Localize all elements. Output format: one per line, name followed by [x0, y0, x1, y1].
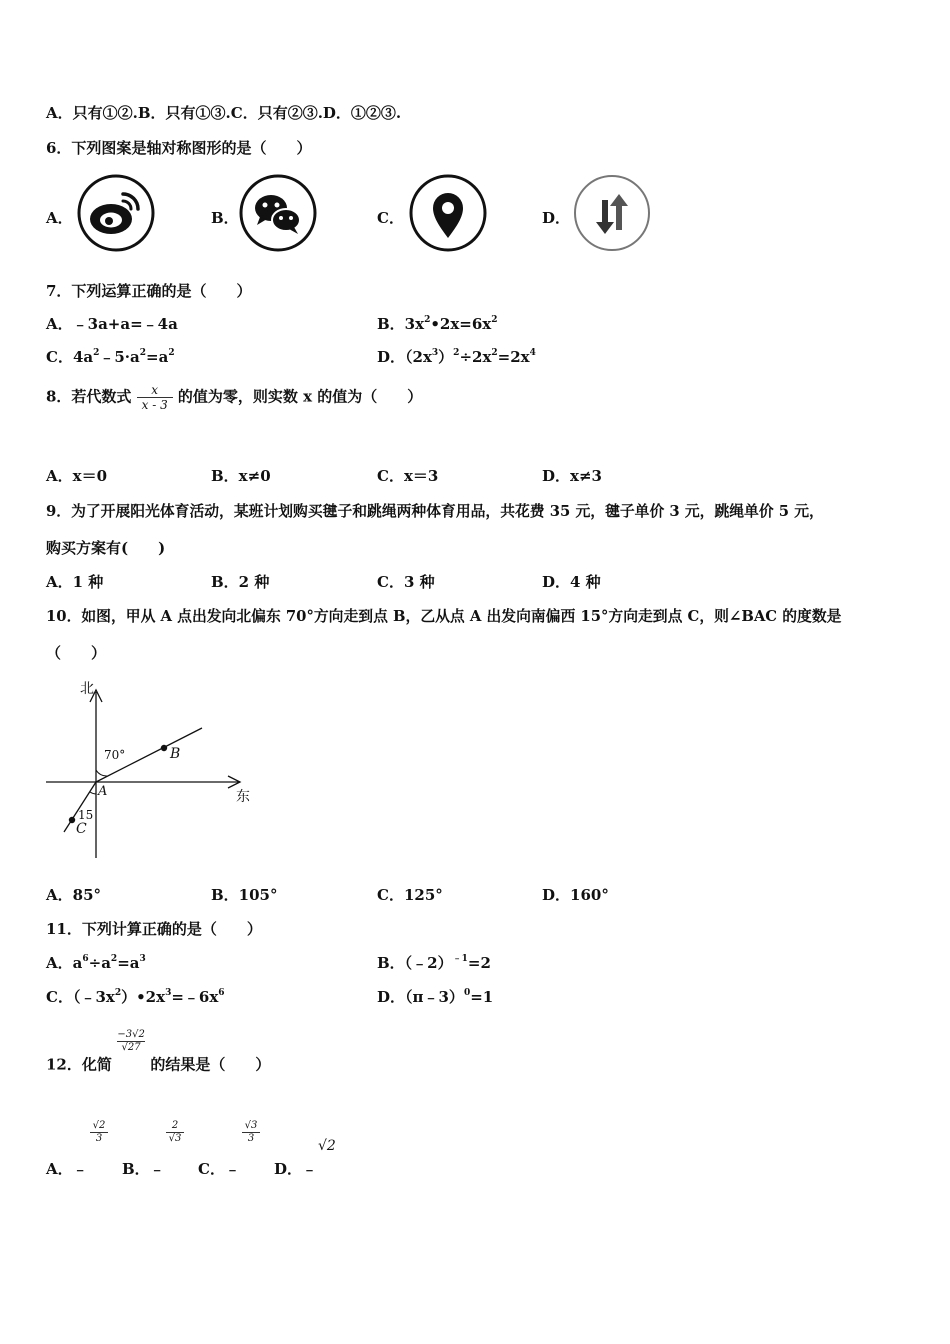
- q10-point-b-label: B: [170, 746, 181, 762]
- q8-option-d: D．x≠3: [542, 467, 602, 485]
- q12-option-b: B．﹣ $\frac{2}{√3}$: [122, 1158, 165, 1179]
- q10-north-label: 北: [80, 681, 94, 697]
- q11-option-c: C．$(﹣3x^2)•2x^3=﹣6x^6$: [46, 988, 225, 1006]
- q7-stem: 7．下列运算正确的是（ ）: [46, 282, 252, 300]
- q11-stem: 11．下列计算正确的是（ ）: [46, 920, 262, 938]
- q9-stem-line1: 9．为了开展阳光体育活动，某班计划购买毽子和跳绳两种体育用品，共花费 35 元，毽子单价 3 元，跳绳单价 5 元，: [46, 503, 824, 520]
- q6-option-d-label: D．: [542, 209, 571, 227]
- q7-option-d: D．$(2x^3)^2\div 2x^2=2x^4$: [377, 348, 536, 366]
- q10-direction-figure: [40, 676, 260, 866]
- q10-option-b: B．105°: [211, 886, 278, 904]
- q10-stem-line2: （ ）: [46, 644, 107, 662]
- q10-point-c-label: C: [76, 821, 87, 837]
- q12-option-c-fraction: $\frac{√3}{3}$: [242, 1120, 260, 1145]
- q12-option-d-value: √2: [318, 1138, 336, 1154]
- q10-angle-70-label: 70°: [104, 748, 126, 762]
- q10-option-d: D．160°: [542, 886, 609, 904]
- location-pin-icon: [408, 172, 488, 254]
- wechat-icon: [238, 172, 318, 254]
- q8-option-b: B．x≠0: [211, 467, 271, 485]
- q9-option-a: A．1 种: [46, 573, 104, 591]
- q6-stem: 6．下列图案是轴对称图形的是（ ）: [46, 139, 312, 157]
- q9-option-c: C．3 种: [377, 573, 435, 591]
- q11-option-d: D．（π﹣3）$^0$=1: [377, 988, 494, 1006]
- q5-options: A．只有①②.B．只有①③.C．只有②③.D．①②③.: [46, 104, 402, 122]
- q12-option-d: D．﹣ √2: [274, 1138, 336, 1178]
- q11-option-a: A．$a^6\div a^2=a^3$: [46, 954, 146, 972]
- q9-option-d: D．4 种: [542, 573, 601, 591]
- q11-option-b: B．（﹣2）$^{﹣1}$=2: [377, 954, 491, 972]
- q10-east-label: 东: [236, 789, 250, 805]
- q6-option-a-label: A．: [46, 209, 73, 227]
- q12-option-b-fraction: $\frac{2}{√3}$: [166, 1120, 184, 1145]
- q6-option-b-label: B．: [211, 209, 239, 227]
- q8-option-a: A．x＝0: [46, 467, 108, 485]
- q10-stem-line1: 10．如图，甲从 A 点出发向北偏东 70°方向走到点 B，乙从点 A 出发向南偏西 15°方向走到点 C，则∠BAC 的度数是: [46, 608, 842, 625]
- q8-fraction: $\frac{x}{x - 3}$: [137, 383, 173, 412]
- up-down-arrows-icon: [572, 172, 652, 254]
- q6-option-c-label: C．: [377, 209, 404, 227]
- q10-option-a: A．85°: [46, 886, 102, 904]
- q9-option-b: B．2 种: [211, 573, 270, 591]
- q10-angle-15-label: 15: [78, 808, 94, 822]
- q12-option-a: A．﹣ $\frac{√2}{3}$: [46, 1158, 88, 1179]
- q10-point-a-label: A: [98, 784, 108, 799]
- q12-fraction: $\frac{-3√2}{√27}$: [117, 1029, 145, 1053]
- q10-option-c: C．125°: [377, 886, 443, 904]
- q7-option-b: B．$3x^2•2x=6x^2$: [377, 315, 498, 333]
- q9-stem-line2: 购买方案有( ): [46, 539, 166, 557]
- q12-option-c: C．﹣ $\frac{√3}{3}$: [198, 1158, 240, 1179]
- q12-stem: 12．化简 $\frac{-3√2}{√27}$ 的结果是（ ）: [46, 1029, 271, 1074]
- q7-option-a: A．﹣3a+a=﹣4a: [46, 315, 178, 333]
- weibo-icon: [76, 172, 156, 254]
- q7-option-c: C．$4a^2﹣5\cdot a^2=a^2$: [46, 348, 175, 366]
- q8-option-c: C．x＝3: [377, 467, 439, 485]
- q8-stem: 8．若代数式 $\frac{x}{x - 3}$ 的值为零，则实数 x 的值为（ ）: [46, 383, 423, 412]
- q12-option-a-fraction: $\frac{√2}{3}$: [90, 1120, 108, 1145]
